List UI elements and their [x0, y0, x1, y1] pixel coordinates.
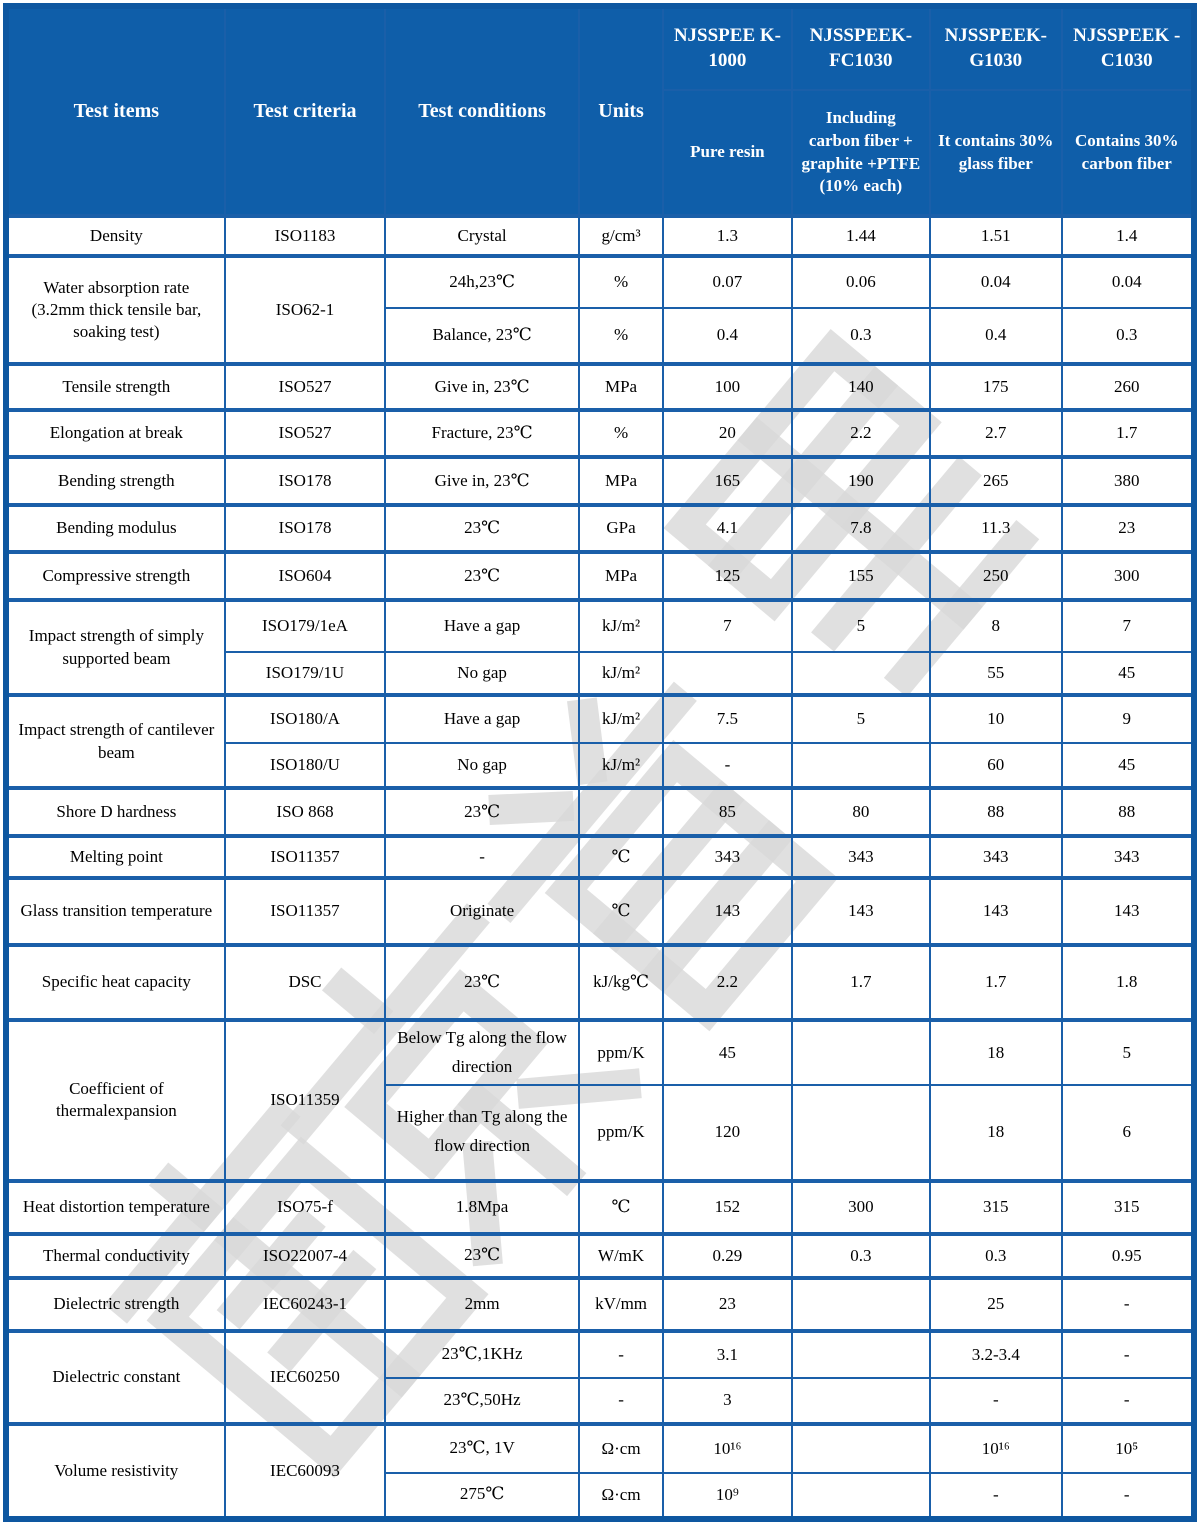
- cell-value-3: 143: [1062, 878, 1195, 945]
- cell-value-0: -: [663, 743, 791, 788]
- cell-test-condition: Below Tg along the flow direction: [385, 1020, 579, 1085]
- cell-value-1: 80: [792, 788, 930, 836]
- cell-value-0: 0.4: [663, 308, 791, 364]
- col-header-product-name-2: NJSSPEEK-G1030: [930, 6, 1061, 90]
- col-header-units: Units: [579, 6, 663, 216]
- cell-value-1: 7.8: [792, 505, 930, 552]
- col-header-product-name-1: NJSSPEEK-FC1030: [792, 6, 930, 90]
- cell-units: kV/mm: [579, 1278, 663, 1331]
- table-row: [6, 1278, 1194, 1331]
- cell-value-2: 18: [930, 1020, 1061, 1085]
- table-row: [6, 600, 1194, 652]
- col-header-product-name-3: NJSSPEEK -C1030: [1062, 6, 1195, 90]
- cell-test-criteria: ISO178: [225, 457, 386, 505]
- cell-test-criteria: ISO62-1: [225, 256, 386, 364]
- cell-test-condition: 23℃: [385, 945, 579, 1020]
- cell-test-item: Water absorption rate (3.2mm thick tensile bar, soaking test): [6, 256, 225, 364]
- cell-test-criteria: ISO11357: [225, 878, 386, 945]
- cell-test-condition: Crystal: [385, 216, 579, 256]
- cell-value-0: 0.29: [663, 1234, 791, 1278]
- cell-value-1: [792, 1424, 930, 1473]
- cell-value-1: 5: [792, 600, 930, 652]
- cell-test-condition: 23℃, 1V: [385, 1424, 579, 1473]
- cell-test-condition: -: [385, 836, 579, 878]
- cell-test-condition: 23℃: [385, 788, 579, 836]
- cell-test-condition: Originate: [385, 878, 579, 945]
- cell-value-0: 20: [663, 410, 791, 457]
- table-row: [6, 1020, 1194, 1085]
- cell-value-0: 120: [663, 1085, 791, 1181]
- cell-test-condition: 1.8Mpa: [385, 1181, 579, 1234]
- table-row: [6, 552, 1194, 600]
- cell-test-criteria: ISO1183: [225, 216, 386, 256]
- cell-units: kJ/m²: [579, 600, 663, 652]
- cell-test-item: Thermal conductivity: [6, 1234, 225, 1278]
- cell-value-1: [792, 1020, 930, 1085]
- cell-value-2: 175: [930, 364, 1061, 410]
- cell-value-3: 5: [1062, 1020, 1195, 1085]
- cell-value-2: 315: [930, 1181, 1061, 1234]
- cell-value-1: 1.44: [792, 216, 930, 256]
- cell-test-item: Impact strength of cantilever beam: [6, 695, 225, 788]
- cell-units: ppm/K: [579, 1085, 663, 1181]
- cell-units: Ω·cm: [579, 1473, 663, 1519]
- cell-units: kJ/m²: [579, 695, 663, 743]
- cell-value-3: 1.8: [1062, 945, 1195, 1020]
- cell-value-2: 10: [930, 695, 1061, 743]
- cell-test-criteria: ISO180/U: [225, 743, 386, 788]
- cell-value-0: 0.07: [663, 256, 791, 308]
- cell-value-0: 100: [663, 364, 791, 410]
- cell-value-1: [792, 1473, 930, 1519]
- cell-units: -: [579, 1331, 663, 1378]
- cell-value-3: 23: [1062, 505, 1195, 552]
- cell-value-0: 2.2: [663, 945, 791, 1020]
- cell-value-3: 0.04: [1062, 256, 1195, 308]
- cell-units: %: [579, 410, 663, 457]
- cell-value-3: 45: [1062, 743, 1195, 788]
- cell-units: W/mK: [579, 1234, 663, 1278]
- properties-table: [3, 3, 1197, 1522]
- cell-test-criteria: DSC: [225, 945, 386, 1020]
- cell-units: g/cm³: [579, 216, 663, 256]
- col-header-product-desc-1: Including carbon fiber + graphite +PTFE (10% each): [792, 90, 930, 216]
- cell-test-item: Glass transition temperature: [6, 878, 225, 945]
- cell-test-condition: 23℃: [385, 1234, 579, 1278]
- cell-test-condition: 24h,23℃: [385, 256, 579, 308]
- cell-value-3: 343: [1062, 836, 1195, 878]
- table-row: [6, 256, 1194, 308]
- cell-value-2: 343: [930, 836, 1061, 878]
- cell-test-item: Compressive strength: [6, 552, 225, 600]
- cell-value-0: 10¹⁶: [663, 1424, 791, 1473]
- cell-value-1: 2.2: [792, 410, 930, 457]
- cell-test-condition: Fracture, 23℃: [385, 410, 579, 457]
- table-header: [6, 6, 1194, 216]
- cell-value-0: 1.3: [663, 216, 791, 256]
- cell-test-item: Dielectric constant: [6, 1331, 225, 1424]
- cell-test-item: Bending modulus: [6, 505, 225, 552]
- cell-value-0: 7.5: [663, 695, 791, 743]
- col-header-test-criteria: Test criteria: [225, 6, 386, 216]
- cell-units: ℃: [579, 836, 663, 878]
- cell-units: kJ/m²: [579, 743, 663, 788]
- cell-value-3: 315: [1062, 1181, 1195, 1234]
- cell-value-3: 300: [1062, 552, 1195, 600]
- table-row: [6, 216, 1194, 256]
- cell-value-0: 85: [663, 788, 791, 836]
- col-header-product-name-0: NJSSPEE K-1000: [663, 6, 791, 90]
- table-row: [6, 457, 1194, 505]
- cell-units: GPa: [579, 505, 663, 552]
- cell-test-criteria: ISO179/1eA: [225, 600, 386, 652]
- cell-test-criteria: ISO604: [225, 552, 386, 600]
- cell-test-criteria: ISO 868: [225, 788, 386, 836]
- table-row: [6, 410, 1194, 457]
- cell-value-1: [792, 743, 930, 788]
- cell-units: MPa: [579, 364, 663, 410]
- cell-value-2: 1.7: [930, 945, 1061, 1020]
- cell-value-3: 9: [1062, 695, 1195, 743]
- cell-value-3: 6: [1062, 1085, 1195, 1181]
- cell-test-criteria: ISO75-f: [225, 1181, 386, 1234]
- cell-value-1: [792, 1085, 930, 1181]
- cell-value-0: 125: [663, 552, 791, 600]
- table-row: [6, 1331, 1194, 1378]
- cell-value-1: 143: [792, 878, 930, 945]
- cell-units: ℃: [579, 1181, 663, 1234]
- cell-value-0: 10⁹: [663, 1473, 791, 1519]
- cell-value-1: [792, 1331, 930, 1378]
- cell-test-item: Heat distortion temperature: [6, 1181, 225, 1234]
- cell-test-condition: 23℃: [385, 505, 579, 552]
- cell-test-item: Coefficient of thermalexpansion: [6, 1020, 225, 1181]
- col-header-test-items: Test items: [6, 6, 225, 216]
- cell-value-0: 23: [663, 1278, 791, 1331]
- cell-value-0: 3.1: [663, 1331, 791, 1378]
- cell-test-item: Impact strength of simply supported beam: [6, 600, 225, 695]
- cell-value-0: 343: [663, 836, 791, 878]
- cell-units: [579, 788, 663, 836]
- cell-units: MPa: [579, 457, 663, 505]
- cell-test-item: Volume resistivity: [6, 1424, 225, 1519]
- col-header-test-conditions: Test conditions: [385, 6, 579, 216]
- cell-test-item: Melting point: [6, 836, 225, 878]
- cell-value-2: 1.51: [930, 216, 1061, 256]
- cell-test-condition: 23℃,50Hz: [385, 1378, 579, 1424]
- cell-value-1: 343: [792, 836, 930, 878]
- cell-value-1: [792, 1378, 930, 1424]
- cell-units: -: [579, 1378, 663, 1424]
- cell-value-3: 0.3: [1062, 308, 1195, 364]
- cell-test-item: Elongation at break: [6, 410, 225, 457]
- cell-value-1: [792, 1278, 930, 1331]
- cell-test-criteria: IEC60243-1: [225, 1278, 386, 1331]
- cell-value-3: 1.7: [1062, 410, 1195, 457]
- table-row: [6, 505, 1194, 552]
- cell-test-criteria: ISO11357: [225, 836, 386, 878]
- cell-value-1: 190: [792, 457, 930, 505]
- cell-value-0: 45: [663, 1020, 791, 1085]
- cell-value-3: 0.95: [1062, 1234, 1195, 1278]
- cell-test-criteria: ISO527: [225, 364, 386, 410]
- cell-test-criteria: IEC60093: [225, 1424, 386, 1519]
- cell-value-2: -: [930, 1378, 1061, 1424]
- cell-value-2: 250: [930, 552, 1061, 600]
- cell-value-3: -: [1062, 1278, 1195, 1331]
- cell-value-2: 0.3: [930, 1234, 1061, 1278]
- table-row: [6, 836, 1194, 878]
- table-row: [6, 695, 1194, 743]
- cell-value-0: 152: [663, 1181, 791, 1234]
- table-row: [6, 878, 1194, 945]
- cell-units: Ω·cm: [579, 1424, 663, 1473]
- cell-value-3: 10⁵: [1062, 1424, 1195, 1473]
- cell-value-2: 0.4: [930, 308, 1061, 364]
- cell-value-1: 5: [792, 695, 930, 743]
- cell-test-condition: 23℃: [385, 552, 579, 600]
- cell-value-3: 1.4: [1062, 216, 1195, 256]
- cell-value-3: 380: [1062, 457, 1195, 505]
- cell-value-1: 300: [792, 1181, 930, 1234]
- cell-value-3: 7: [1062, 600, 1195, 652]
- cell-value-2: 10¹⁶: [930, 1424, 1061, 1473]
- table-row: [6, 1234, 1194, 1278]
- table-body: [6, 216, 1194, 1519]
- cell-test-criteria: ISO180/A: [225, 695, 386, 743]
- cell-value-2: 143: [930, 878, 1061, 945]
- cell-value-3: 260: [1062, 364, 1195, 410]
- cell-test-condition: No gap: [385, 652, 579, 695]
- cell-value-0: 3: [663, 1378, 791, 1424]
- cell-value-3: -: [1062, 1331, 1195, 1378]
- cell-test-condition: No gap: [385, 743, 579, 788]
- cell-value-2: 0.04: [930, 256, 1061, 308]
- cell-value-1: [792, 652, 930, 695]
- table-row: [6, 945, 1194, 1020]
- cell-test-item: Density: [6, 216, 225, 256]
- cell-value-0: 165: [663, 457, 791, 505]
- cell-test-item: Shore D hardness: [6, 788, 225, 836]
- cell-value-2: 8: [930, 600, 1061, 652]
- cell-value-2: 18: [930, 1085, 1061, 1181]
- cell-value-0: 143: [663, 878, 791, 945]
- cell-test-criteria: ISO11359: [225, 1020, 386, 1181]
- cell-value-3: -: [1062, 1473, 1195, 1519]
- cell-test-item: Specific heat capacity: [6, 945, 225, 1020]
- cell-value-1: 1.7: [792, 945, 930, 1020]
- table-row: [6, 1424, 1194, 1473]
- cell-value-0: 7: [663, 600, 791, 652]
- header-row-products: [6, 6, 1194, 90]
- cell-test-criteria: ISO179/1U: [225, 652, 386, 695]
- cell-value-1: 0.3: [792, 308, 930, 364]
- cell-units: ℃: [579, 878, 663, 945]
- table-row: [6, 1181, 1194, 1234]
- cell-test-item: Dielectric strength: [6, 1278, 225, 1331]
- cell-test-item: Bending strength: [6, 457, 225, 505]
- cell-units: MPa: [579, 552, 663, 600]
- cell-value-0: 4.1: [663, 505, 791, 552]
- cell-test-condition: Higher than Tg along the flow direction: [385, 1085, 579, 1181]
- cell-value-2: 25: [930, 1278, 1061, 1331]
- cell-test-item: Tensile strength: [6, 364, 225, 410]
- cell-value-3: 88: [1062, 788, 1195, 836]
- cell-units: kJ/kg℃: [579, 945, 663, 1020]
- table-row: [6, 788, 1194, 836]
- cell-value-0: [663, 652, 791, 695]
- cell-value-2: 55: [930, 652, 1061, 695]
- cell-test-criteria: ISO22007-4: [225, 1234, 386, 1278]
- cell-test-condition: Have a gap: [385, 695, 579, 743]
- cell-test-criteria: ISO527: [225, 410, 386, 457]
- cell-test-condition: Balance, 23℃: [385, 308, 579, 364]
- cell-test-condition: 23℃,1KHz: [385, 1331, 579, 1378]
- cell-value-2: 265: [930, 457, 1061, 505]
- cell-value-1: 140: [792, 364, 930, 410]
- cell-units: kJ/m²: [579, 652, 663, 695]
- cell-test-condition: Give in, 23℃: [385, 457, 579, 505]
- cell-value-2: 60: [930, 743, 1061, 788]
- cell-units: %: [579, 256, 663, 308]
- table-row: [6, 364, 1194, 410]
- cell-value-1: 0.3: [792, 1234, 930, 1278]
- cell-value-1: 155: [792, 552, 930, 600]
- col-header-product-desc-0: Pure resin: [663, 90, 791, 216]
- cell-test-condition: Have a gap: [385, 600, 579, 652]
- col-header-product-desc-2: It contains 30% glass fiber: [930, 90, 1061, 216]
- cell-value-2: 88: [930, 788, 1061, 836]
- cell-test-criteria: IEC60250: [225, 1331, 386, 1424]
- cell-value-2: 2.7: [930, 410, 1061, 457]
- cell-value-3: 45: [1062, 652, 1195, 695]
- cell-value-1: 0.06: [792, 256, 930, 308]
- cell-units: ppm/K: [579, 1020, 663, 1085]
- cell-value-2: -: [930, 1473, 1061, 1519]
- cell-test-criteria: ISO178: [225, 505, 386, 552]
- cell-test-condition: 2mm: [385, 1278, 579, 1331]
- cell-value-3: -: [1062, 1378, 1195, 1424]
- col-header-product-desc-3: Contains 30% carbon fiber: [1062, 90, 1195, 216]
- cell-value-2: 11.3: [930, 505, 1061, 552]
- cell-test-condition: 275℃: [385, 1473, 579, 1519]
- cell-value-2: 3.2-3.4: [930, 1331, 1061, 1378]
- cell-units: %: [579, 308, 663, 364]
- cell-test-condition: Give in, 23℃: [385, 364, 579, 410]
